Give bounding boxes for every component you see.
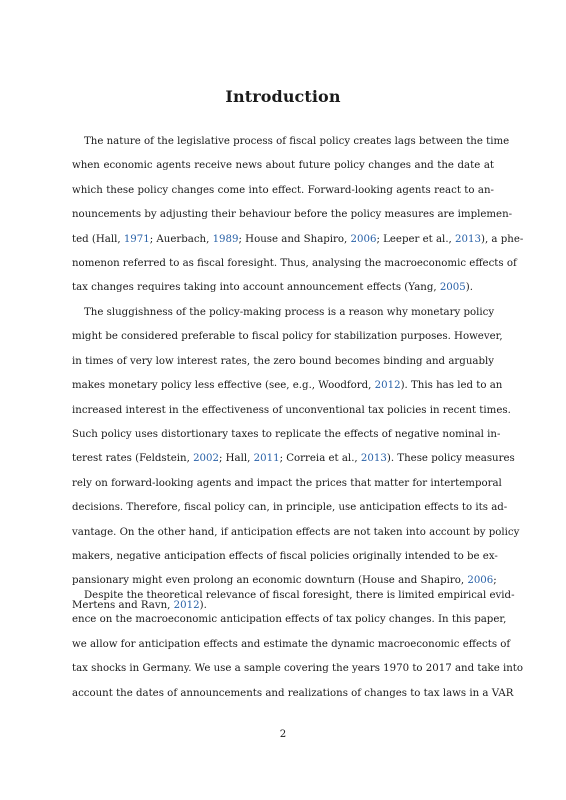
text-segment: rely on forward-looking agents and impact the prices that matter for intertemporal <box>72 477 502 489</box>
text-line <box>72 301 494 325</box>
text-segment: in times of very low interest rates, the zero bound becomes binding and arguably <box>72 355 494 367</box>
text-segment: decisions. Therefore, fiscal policy can, in principle, use anticipation effects to its ad- <box>72 502 508 514</box>
text-segment: ). <box>465 282 473 294</box>
citation-link[interactable]: 2006 <box>467 575 494 587</box>
text-line <box>72 472 502 496</box>
text-line <box>72 657 524 681</box>
text-segment: Such policy uses distortionary taxes to replicate the effects of negative nominal in- <box>72 429 501 440</box>
text-line <box>72 130 510 154</box>
text-line <box>72 179 494 203</box>
text-segment: nouncements by adjusting their behaviour before the policy measures are implemen- <box>72 209 513 221</box>
text-segment: ence on the macroeconomic anticipation effects of tax policy changes. In this paper, <box>72 614 507 626</box>
citation-link[interactable]: 2012 <box>173 599 200 611</box>
text-segment: ; Hall, <box>219 453 254 465</box>
text-segment: vantage. On the other hand, if anticipation effects are not taken into account by policy <box>72 526 520 538</box>
text-segment: ; Leeper et al., <box>376 233 456 245</box>
text-segment: Mertens and Ravn, <box>72 599 174 611</box>
text-line <box>72 584 515 608</box>
text-line <box>72 633 511 657</box>
text-line <box>72 545 498 569</box>
text-line <box>72 154 494 178</box>
text-segment: Despite the theoretical relevance of fiscal foresight, there is limited empirical evid- <box>84 590 515 601</box>
text-segment: might be considered preferable to fiscal policy for stabilization purposes. However, <box>72 331 503 343</box>
text-segment: ; <box>493 575 497 587</box>
text-segment: increased interest in the effectiveness of unconventional tax policies in recent times. <box>72 404 511 416</box>
page-number: 2 <box>279 729 287 740</box>
text-segment: ted (Hall, <box>72 233 124 245</box>
citation-link[interactable]: 1989 <box>212 233 239 245</box>
text-segment: The sluggishness of the policy-making process is a reason why monetary policy <box>84 307 495 318</box>
section-title: Introduction <box>225 87 341 106</box>
text-segment: ; Auerbach, <box>149 233 213 245</box>
citation-link[interactable]: 2006 <box>350 233 377 245</box>
text-line <box>72 399 511 423</box>
citation-link[interactable]: 2012 <box>374 380 401 392</box>
text-segment: which these policy changes come into effect. Forward-looking agents react to an- <box>72 184 494 196</box>
text-segment: we allow for anticipation effects and estimate the dynamic macroeconomic effects of <box>72 638 511 650</box>
text-segment: when economic agents receive news about future policy changes and the date at <box>72 160 494 172</box>
text-line <box>72 374 503 398</box>
text-line <box>72 608 507 632</box>
text-segment: tax shocks in Germany. We use a sample covering the years 1970 to 2017 and take into <box>72 663 524 675</box>
text-segment: ). This has led to an <box>400 380 503 392</box>
text-segment: ; House and Shapiro, <box>238 233 351 245</box>
citation-link[interactable]: 2011 <box>253 453 280 465</box>
text-line <box>72 228 524 252</box>
text-segment: ; Correia et al., <box>279 453 361 465</box>
text-line <box>72 350 494 374</box>
citation-link[interactable]: 2013 <box>360 453 387 465</box>
text-segment: pansionary might even prolong an economic downturn (House and Shapiro, <box>72 575 468 587</box>
text-line <box>72 276 494 300</box>
text-segment: ). <box>199 599 207 611</box>
citation-link[interactable]: 1971 <box>123 233 150 245</box>
text-segment: ). These policy measures <box>386 453 515 465</box>
text-segment: terest rates (Feldstein, <box>72 453 194 465</box>
text-line <box>72 521 520 545</box>
text-line <box>72 252 517 276</box>
text-line <box>72 423 501 447</box>
text-segment: nomenon referred to as fiscal foresight. Thus, analysing the macroeconomic effects of <box>72 258 517 269</box>
text-line <box>72 325 503 349</box>
text-segment: account the dates of announcements and realizations of changes to tax laws in a VAR <box>72 687 514 699</box>
text-line <box>72 496 508 520</box>
text-line <box>72 447 515 471</box>
text-segment: The nature of the legislative process of fiscal policy creates lags between the time <box>84 136 510 147</box>
citation-link[interactable]: 2005 <box>439 282 466 294</box>
text-segment: ), a phe- <box>480 233 524 245</box>
citation-link[interactable]: 2002 <box>193 453 219 465</box>
text-segment: makers, negative anticipation effects of fiscal policies originally intended to be ex- <box>72 551 498 562</box>
text-line <box>72 682 514 706</box>
text-line <box>72 203 513 227</box>
citation-link[interactable]: 2013 <box>455 233 481 245</box>
text-segment: tax changes requires taking into account announcement effects (Yang, <box>72 282 440 294</box>
text-segment: makes monetary policy less effective (see, e.g., Woodford, <box>72 380 375 392</box>
